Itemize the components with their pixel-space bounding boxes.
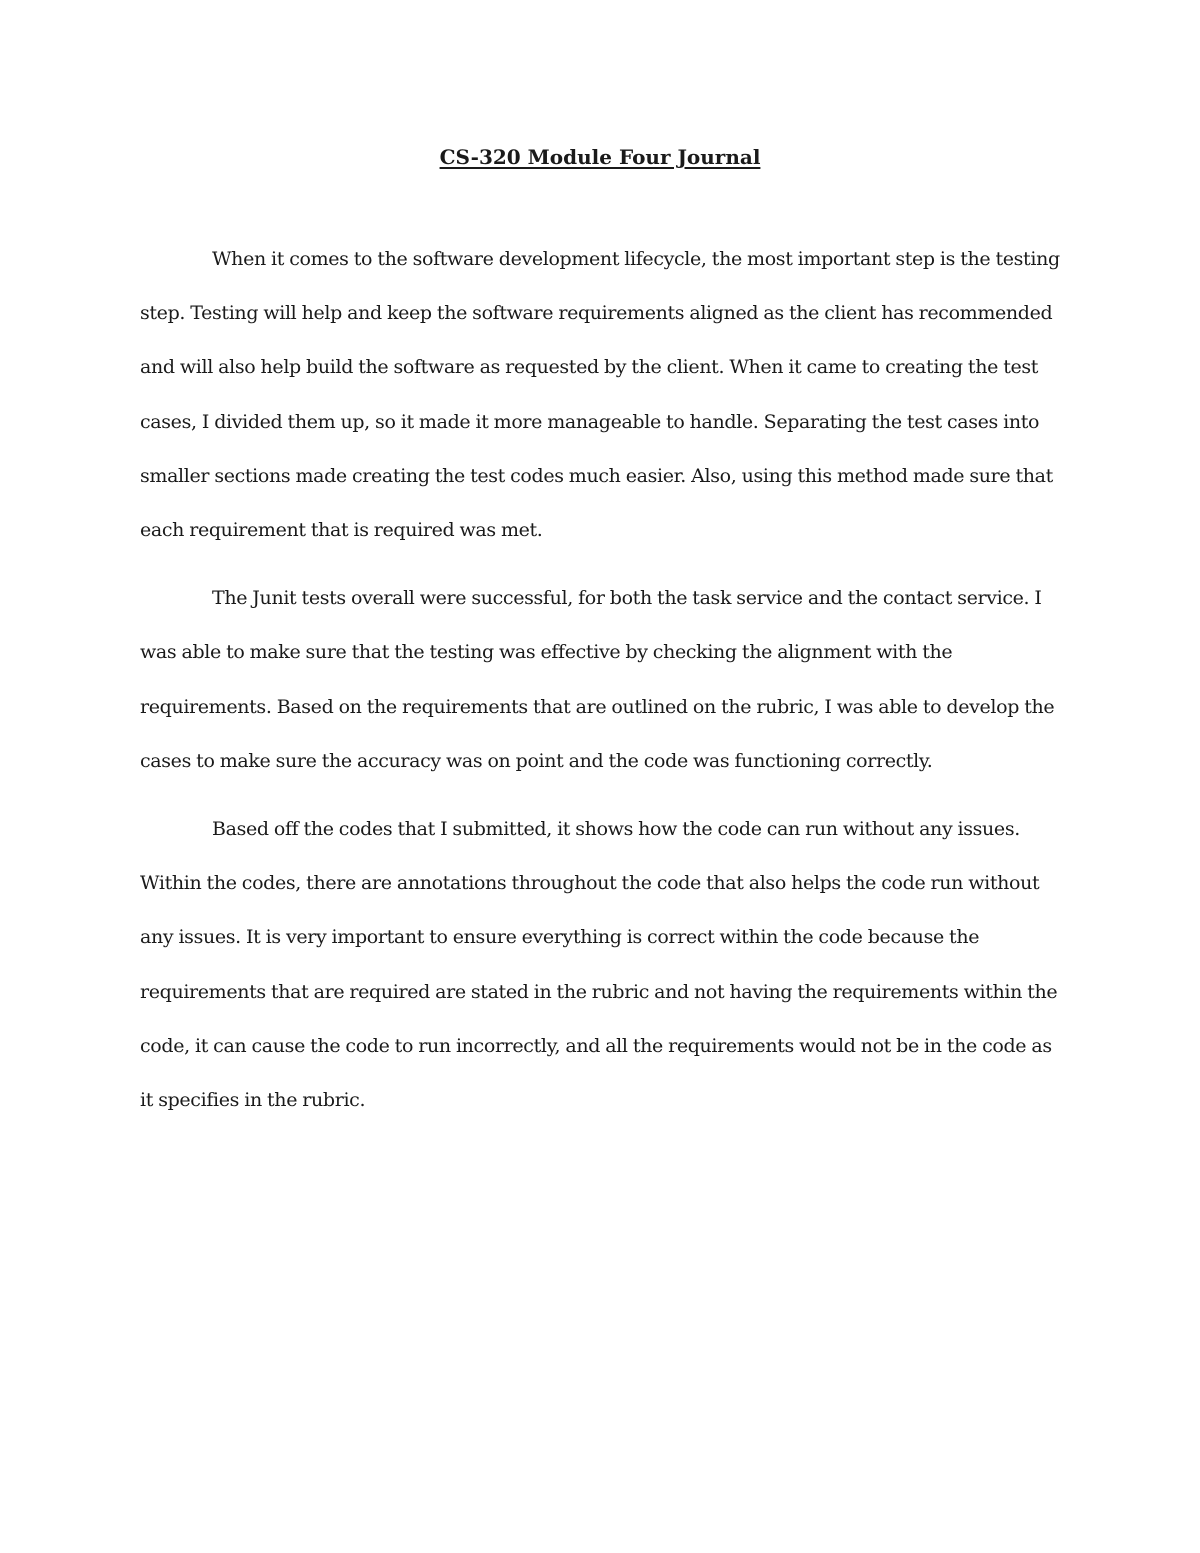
document-body	[140, 232, 1065, 1141]
paragraph-3: Based off the codes that I submitted, it shows how the code can run without any issues. Within the codes, there are annotations throughout the code that also helps the code run without any issues. It is very important to ensure everything is correct within the code because the requirements that are required are stated in the rubric and not having the requirements within the code, it can cause the code to run incorrectly, and all the requirements would not be in the code as it specifies in the rubric.	[140, 818, 1058, 1112]
paragraph-2: The Junit tests overall were successful, for both the task service and the contact service. I was able to make sure that the testing was effective by checking the alignment with the requirements. Based on the requirements that are outlined on the rubric, I was able to develop the cases to make sure the accuracy was on point and the code was functioning correctly.	[140, 587, 1055, 772]
document-title: CS-320 Module Four Journal	[439, 145, 761, 169]
paragraph-1: When it comes to the software development lifecycle, the most important step is the testing step. Testing will help and keep the software requirements aligned as the client has recommended and will also help build the software as requested by the client. When it came to creating the test cases, I divided them up, so it made it more manageable to handle. Separating the test cases into smaller sections made creating the test codes much easier. Also, using this method made sure that each requirement that is required was met.	[140, 248, 1060, 542]
